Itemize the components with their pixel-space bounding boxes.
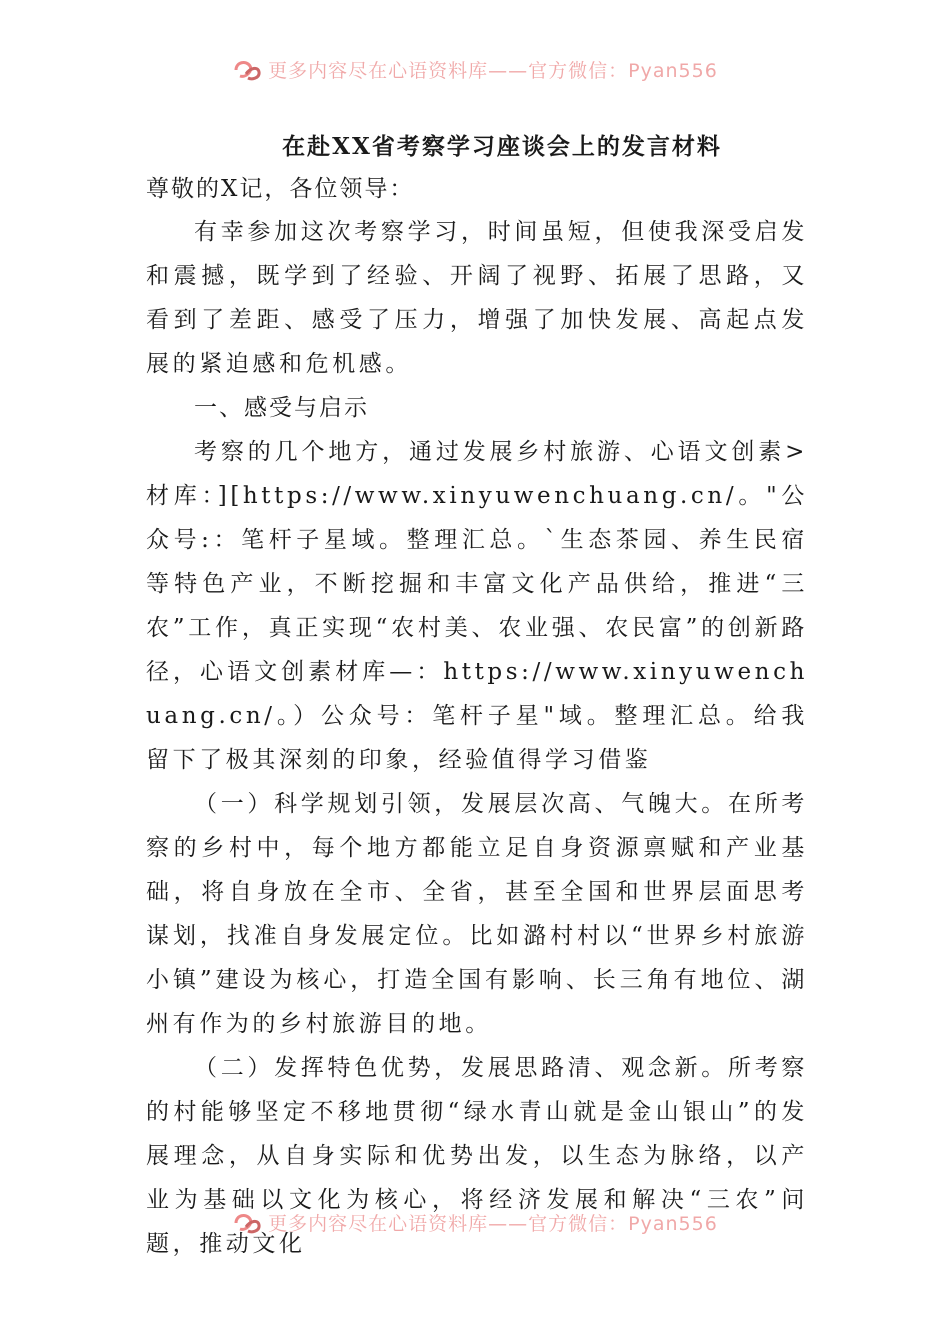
paragraph-point-1: （一）科学规划引领，发展层次高、气魄大。在所考察的乡村中，每个地方都能立足自身资源禀赋和产业基础，将自身放在全市、全省，甚至全国和世界层面思考谋划，找准自身发展定位。比如潞村村以“世界乡村旅游小镇”建设为核心，打造全国有影响、长三角有地位、湖州有作为的乡村旅游目的地。 <box>146 791 808 1037</box>
salutation: 尊敬的X记，各位领导： <box>146 176 415 202</box>
logo-icon <box>232 56 262 82</box>
watermark-text: 更多内容尽在心语资料库——官方微信：Pyan556 <box>268 1212 718 1235</box>
paragraph-intro: 有幸参加这次考察学习，时间虽短，但使我深受启发和震撼，既学到了经验、开阔了视野、拓展了思路，又看到了差距、感受了压力，增强了加快发展、高起点发展的紧迫感和危机感。 <box>146 219 808 377</box>
watermark-text: 更多内容尽在心语资料库——官方微信：Pyan556 <box>268 59 718 82</box>
watermark-footer <box>0 1205 950 1239</box>
watermark-header <box>0 52 950 86</box>
logo-icon <box>232 1209 262 1235</box>
paragraph-point-2: （二）发挥特色优势，发展思路清、观念新。所考察的村能够坚定不移地贯彻“绿水青山就是金山银山”的发展理念，从自身实际和优势出发，以生态为脉络，以产业为基础以文化为核心，将经济发展和解决“三农”问题，推动文化 <box>146 1055 808 1257</box>
document-title: 在赴XX省考察学习座谈会上的发言材料 <box>282 133 722 160</box>
paragraph-overview: 考察的几个地方，通过发展乡村旅游、心语文创素>材库：][https://www.xinyuwenchuang.cn/。"公众号:：笔杆子星域。整理汇总。`生态茶园、养生民宿等特色产业，不断挖掘和丰富文化产品供给，推进“三农”工作，真正实现“农村美、农业强、农民富”的创新路径，心语文创素材库—：https://www.xinyuwenchuang.cn/。）公众号：笔杆子星"域。整理汇总。给我留下了极其深刻的印象，经验值得学习借鉴 <box>146 439 808 773</box>
section-heading: 一、感受与启示 <box>194 395 369 421</box>
document-body <box>146 126 808 1266</box>
